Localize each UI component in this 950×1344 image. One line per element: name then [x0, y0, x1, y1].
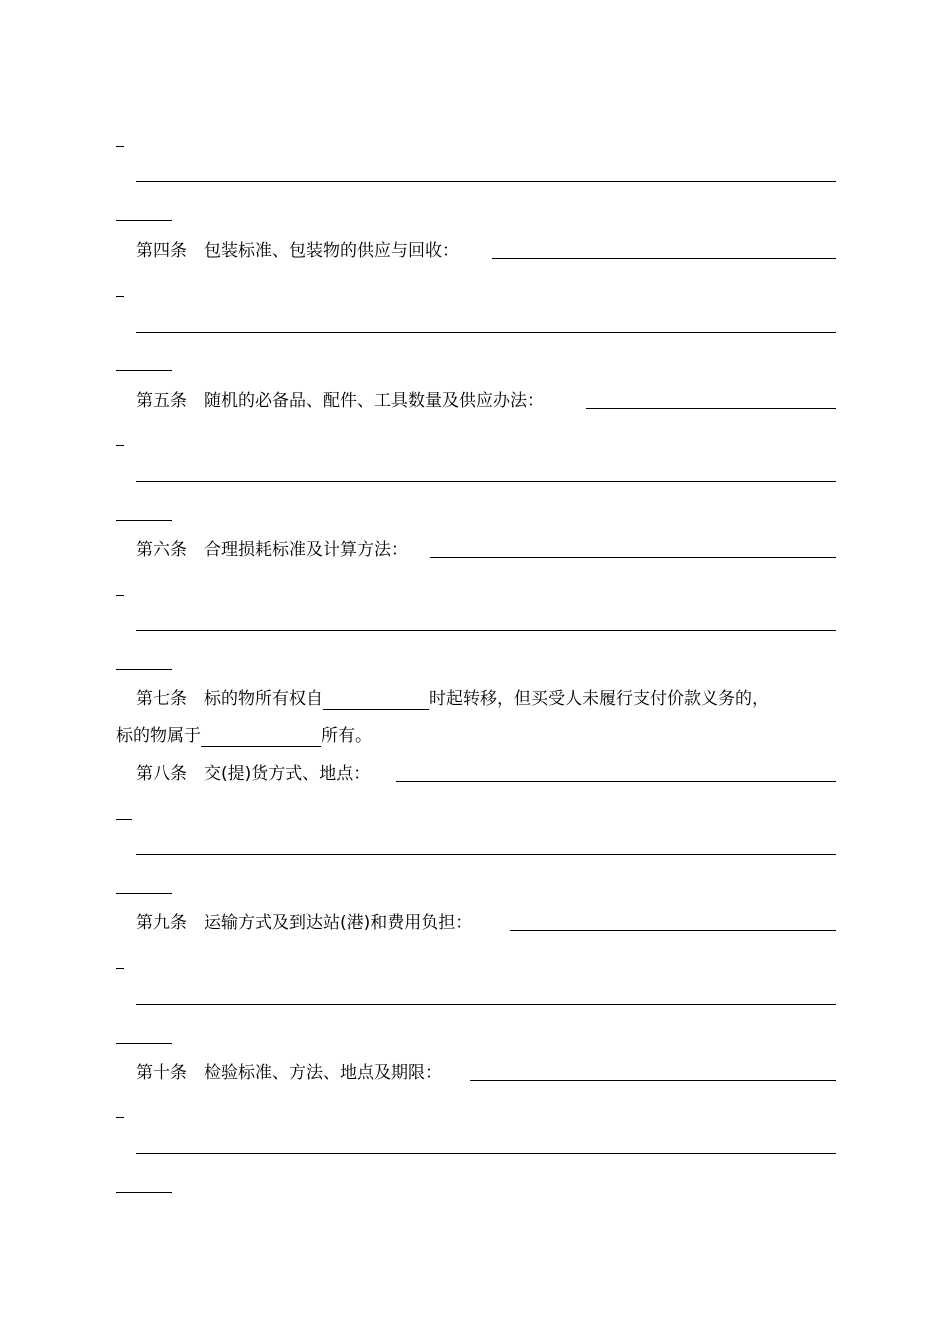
article-number: 第十条 [136, 1063, 187, 1083]
article-number: 第六条 [136, 540, 187, 560]
blank-line-end[interactable] [116, 520, 172, 521]
blank-line-full[interactable] [136, 1153, 836, 1154]
article-text: 包装标准、包装物的供应与回收： [204, 241, 459, 261]
article-8 [136, 763, 370, 785]
blank-line-full[interactable] [136, 630, 836, 631]
article-text: 所有。 [321, 726, 372, 746]
article-text: 合理损耗标准及计算方法： [204, 540, 408, 560]
article-number: 第四条 [136, 241, 187, 261]
blank-line-stub[interactable] [116, 595, 124, 596]
blank-line-end[interactable] [116, 370, 172, 371]
article-9-blank[interactable] [510, 930, 836, 931]
article-text: 随机的必备品、配件、工具数量及供应办法： [204, 391, 544, 411]
owner-blank[interactable] [201, 728, 321, 747]
blank-line-stub[interactable] [116, 146, 124, 147]
blank-line-stub[interactable] [116, 1117, 124, 1118]
article-text: 时起转移，但买受人未履行支付价款义务的， [429, 689, 769, 709]
article-text: 标的物所有权自 [204, 689, 323, 709]
blank-line-stub[interactable] [116, 819, 132, 820]
blank-line-full[interactable] [136, 481, 836, 482]
article-6 [136, 539, 408, 561]
article-text: 交(提)货方式、地点： [204, 764, 371, 784]
article-number: 第八条 [136, 764, 187, 784]
article-6-blank[interactable] [430, 557, 836, 558]
blank-line-end[interactable] [116, 893, 172, 894]
blank-line-stub[interactable] [116, 445, 124, 446]
blank-line-full[interactable] [136, 332, 836, 333]
article-number: 第九条 [136, 913, 187, 933]
blank-line-full[interactable] [136, 1004, 836, 1005]
article-text: 检验标准、方法、地点及期限： [204, 1063, 442, 1083]
blank-line-end[interactable] [116, 220, 172, 221]
article-5 [136, 390, 544, 412]
blank-line-end[interactable] [116, 1043, 172, 1044]
article-8-blank[interactable] [396, 781, 836, 782]
article-4 [136, 240, 459, 262]
article-number: 第七条 [136, 689, 187, 709]
blank-line-end[interactable] [116, 669, 172, 670]
article-text: 标的物属于 [116, 726, 201, 746]
article-4-blank[interactable] [492, 258, 836, 259]
blank-line-stub[interactable] [116, 296, 124, 297]
article-number: 第五条 [136, 391, 187, 411]
blank-line-full[interactable] [136, 181, 836, 182]
blank-line-full[interactable] [136, 854, 836, 855]
article-text: 运输方式及到达站(港)和费用负担： [204, 913, 473, 933]
blank-line-stub[interactable] [116, 968, 124, 969]
article-5-blank[interactable] [586, 408, 836, 409]
blank-line-end[interactable] [116, 1192, 172, 1193]
article-10-blank[interactable] [470, 1080, 836, 1081]
ownership-time-blank[interactable] [323, 691, 429, 710]
article-9 [136, 912, 472, 934]
article-7-line-1 [136, 688, 769, 710]
article-7-line-2 [116, 725, 372, 747]
article-10 [136, 1062, 442, 1084]
